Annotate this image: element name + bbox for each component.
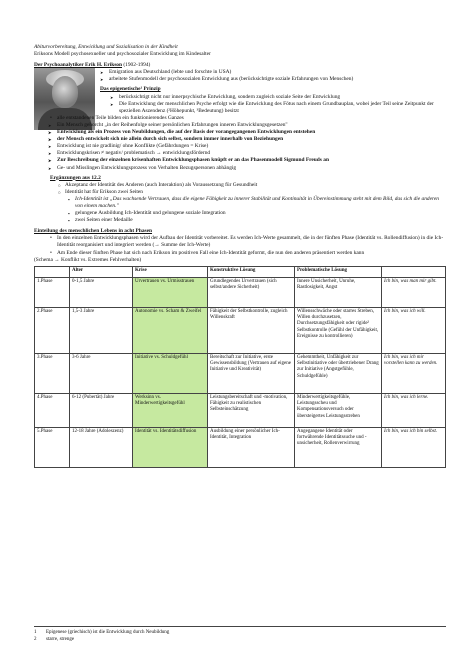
principle-title: Das epigenetische¹ Prinzip	[100, 86, 161, 93]
bio-item: ➤ Emigration aus Deutschland (lebte und forschte in USA)	[100, 69, 446, 76]
ergaenzungen-list	[56, 182, 446, 196]
table-body	[35, 277, 446, 467]
table-header-cell: Krise	[133, 266, 208, 277]
table-header-cell: Alter	[70, 266, 133, 277]
table-cell-age: 6-12 (Pubertät) Jahre	[70, 393, 133, 427]
footnote-text: starre, strenge	[46, 637, 75, 642]
table-row	[35, 353, 446, 393]
principle-item: ➤ Entwicklung ist nie gradlinig/ ohne Konflikte (Gefährdungen = Krise)	[48, 143, 446, 150]
principle-sub-item: ➤ Die Entwicklung der menschlichen Psyche erfolgt wie die Entwicklung des Fötus nach einem Grundbauplan, wobei jeder Teil seine Zeitpunkt der speziellen Aszendenz (²Höhepunkt, ³Bedeutung) besitzt	[110, 101, 446, 115]
principle-sub-item: ➤ berücksichtigt nicht nur innerpsychische Entwicklung, sondern zugleich soziale Seite der Entwicklung	[110, 94, 446, 101]
ergaenzungen-sub-list	[66, 196, 446, 224]
principle-sub-list-a	[110, 94, 446, 115]
ergaenzungen-sub-item: ▪ zwei Seiten einer Medaille	[66, 217, 446, 224]
table-header-cell: Konstruktive Lösung	[208, 266, 295, 277]
phases-list	[48, 235, 446, 256]
table-cell-problematic: Innere Unsicherheit, Unruhe, Rastlosigkeit, Angst	[295, 277, 382, 307]
table-cell-problematic: Angegangene Identität oder fortwährende Identitätssuche und -unsicherheit, Rollenverwirrung	[295, 427, 382, 467]
table-cell-phase: 4.Phase	[35, 393, 70, 427]
footnotes	[34, 626, 446, 643]
table-header-cell	[35, 266, 70, 277]
principle-item: ➤ Zur Beschreibung der einzelnen krisenhaften Entwicklungsphasen knüpft er an das Phasenmodell Sigmund Freuds an	[48, 157, 446, 164]
table-cell-constructive: Fähigkeit der Selbstkontrolle, zugleich Willenskraft	[208, 307, 295, 353]
principle-item: ➤ der Mensch entwickelt sich nie allein durch sich selbst, sondern immer innerhalb von Beziehungen	[48, 136, 446, 143]
principle-item: ➤ Ein Mensch gehorcht „in der Reihenfolge seiner persönlichen Erfahrungen inneren Entwicklungsgesetzen"	[48, 122, 446, 129]
principle-list	[48, 115, 446, 172]
footnote	[34, 636, 446, 643]
ergaenzungen-sub-item: ▪ gelungene Ausbildung Ich-Identität und gelungene soziale Integration	[66, 210, 446, 217]
table-cell-motto: Ich bin, was man mir gibt.	[382, 277, 446, 307]
table-cell-motto: Ich bin, was ich bin selbst.	[382, 427, 446, 467]
table-cell-constructive: Grundlegendes Urvertrauen (sich selbst/andere Sicherheit)	[208, 277, 295, 307]
ergaenzungen-sub-item: ▪ Ich-Identität ist „Das wachsende Vertrauen, dass die eigene Fähigkeit zu innerer Stabilität und Kontinuität in Übereinstimmung steht mit dem Bild, das sich die anderen von einem machen."	[66, 196, 446, 210]
ergaenzungen-item: ○ Identität hat für Erikson zwei Seiten	[56, 189, 446, 196]
table-cell-crisis: Identität vs. Identitätsdiffusion	[133, 427, 208, 467]
phases-item: • Am Ende dieser fünften Phase hat sich nach Erikson im positiven Fall eine Ich-Identität geformt, die nun den anderen präsentiert werden kann	[48, 250, 446, 257]
table-cell-motto: Ich bin, was ich lerne.	[382, 393, 446, 427]
table-cell-problematic: Willensschwäche oder starres Streben, Willen durchzusetzen, Durchsetzungsfähigkeit oder rigide² Selbstkontrolle (Gefühl der Unfähigkeit, Ereignisse zu kontrollieren)	[295, 307, 382, 353]
portrait-face	[52, 76, 78, 108]
erikson-title: Der Psychoanalytiker Erik H. Erikson	[34, 62, 123, 69]
table-cell-age: 1,5-3 Jahre	[70, 307, 133, 353]
table-cell-crisis: Werksinn vs. Minderwertigkeitsgefühl	[133, 393, 208, 427]
table-cell-constructive: Bereitschaft zur Initiative, erste Gewissensbildung (Vertrauen auf eigene Initiative und Kreativität)	[208, 353, 295, 393]
principle-item: ➤ Entwicklungskrisen ≠ negativ/ problematisch → entwicklungsfördernd	[48, 150, 446, 157]
table-row	[35, 393, 446, 427]
table-header-row	[35, 266, 446, 277]
header-line-2: Eriksons Modell psychosexueller und psychosozialer Entwicklung im Kindesalter	[34, 51, 211, 58]
principle-title-row	[100, 86, 446, 93]
table-header-cell: Problematische Lösung	[295, 266, 382, 277]
bio-list	[100, 69, 446, 83]
ergaenzungen-title: Ergänzungen aus 12.2	[50, 174, 101, 181]
header-line-1: Abiturvorbereitung, Entwicklung und Sozialisation in der Kindheit	[34, 44, 178, 50]
erikson-years: (1902-1994)	[123, 62, 151, 69]
table-row	[35, 307, 446, 353]
footnote	[34, 629, 446, 636]
table-cell-phase: 5.Phase	[35, 427, 70, 467]
table-row	[35, 277, 446, 307]
table-cell-problematic: Minderwertigkeitsgefühle, Leistungsscheu und Kompensationsversuch oder übersteigertes Leistungsstreben	[295, 393, 382, 427]
schema-note: (Schema → Konflikt vs. Extremes Fehlverhalten)	[34, 256, 142, 263]
table-cell-motto: Ich bin, was ich will.	[382, 307, 446, 353]
table-header-cell	[382, 266, 446, 277]
principle-item: ➤ Entwicklung als ein Prozess von Neubildungen, die auf der Basis der vorangegangenen Entwicklungen entstehen	[48, 129, 446, 136]
footnote-number: 2	[34, 637, 37, 642]
table-cell-crisis: Urvertrauen vs. Urmisstrauen	[133, 277, 208, 307]
bio-item: ➤ arbeitete Stufenmodell der psychosozialen Entwicklung aus (berücksichtigte soziale Erfahrungen von Menschen)	[100, 76, 446, 83]
table-cell-motto: Ich bin, was ich mir vorstellen kann zu werden.	[382, 353, 446, 393]
table-cell-age: 3-6 Jahre	[70, 353, 133, 393]
principle-item: • alle entstandenen Teile bilden ein funktionierendes Ganzes	[48, 115, 446, 122]
phases-table	[34, 266, 446, 468]
table-cell-constructive: Leistungsbereitschaft und -motivation, Fähigkeit zu realistischen Selbsteinschätzung	[208, 393, 295, 427]
table-row	[35, 427, 446, 467]
table-cell-constructive: Ausbildung einer persönlicher Ich-Identität, Integration	[208, 427, 295, 467]
phases-item: • In den einzelnen Entwicklungsphasen wird der Aufbau der Identität vorbereitet. Es werden Ich-Werte gesammelt, die in der fünften Phase (Identität vs. Rollendiffusion) in die Ich-Identität reorganisiert und integriert werden (→ Summe der Ich-Werte)	[48, 235, 446, 249]
table-cell-crisis: Autonomie vs. Scham & Zweifel	[133, 307, 208, 353]
principle-item: ➤ Ge- und Misslingen Entwicklungsprozess von Verhalten Bezugspersonen abhängig	[48, 165, 446, 172]
table-cell-phase: 1.Phase	[35, 277, 70, 307]
table-cell-phase: 2.Phase	[35, 307, 70, 353]
table-cell-phase: 3.Phase	[35, 353, 70, 393]
table-cell-age: 0-1,5 Jahre	[70, 277, 133, 307]
table-cell-problematic: Gehemmtheit, Unfähigkeit zur Selbstinitiative oder übertriebener Drang zur Initiative (Angstgefühle, Schuldgefühle)	[295, 353, 382, 393]
phases-title: Einteilung des menschlichen Lebens in acht Phasen	[34, 228, 153, 235]
footnote-text: Epigenese (griechisch) ist die Entwicklung durch Neubildung	[46, 630, 170, 635]
ergaenzungen-item: ○ Akzeptanz der Identität des Anderen (auch Interaktion) als Voraussetzung für Gesundheit	[56, 182, 446, 189]
section-erikson-title	[34, 62, 446, 69]
footnote-number: 1	[34, 630, 37, 635]
table-cell-crisis: Initiative vs. Schuldgefühl	[133, 353, 208, 393]
table-cell-age: 12-18 Jahre (Adoleszenz)	[70, 427, 133, 467]
document-content	[34, 44, 446, 468]
